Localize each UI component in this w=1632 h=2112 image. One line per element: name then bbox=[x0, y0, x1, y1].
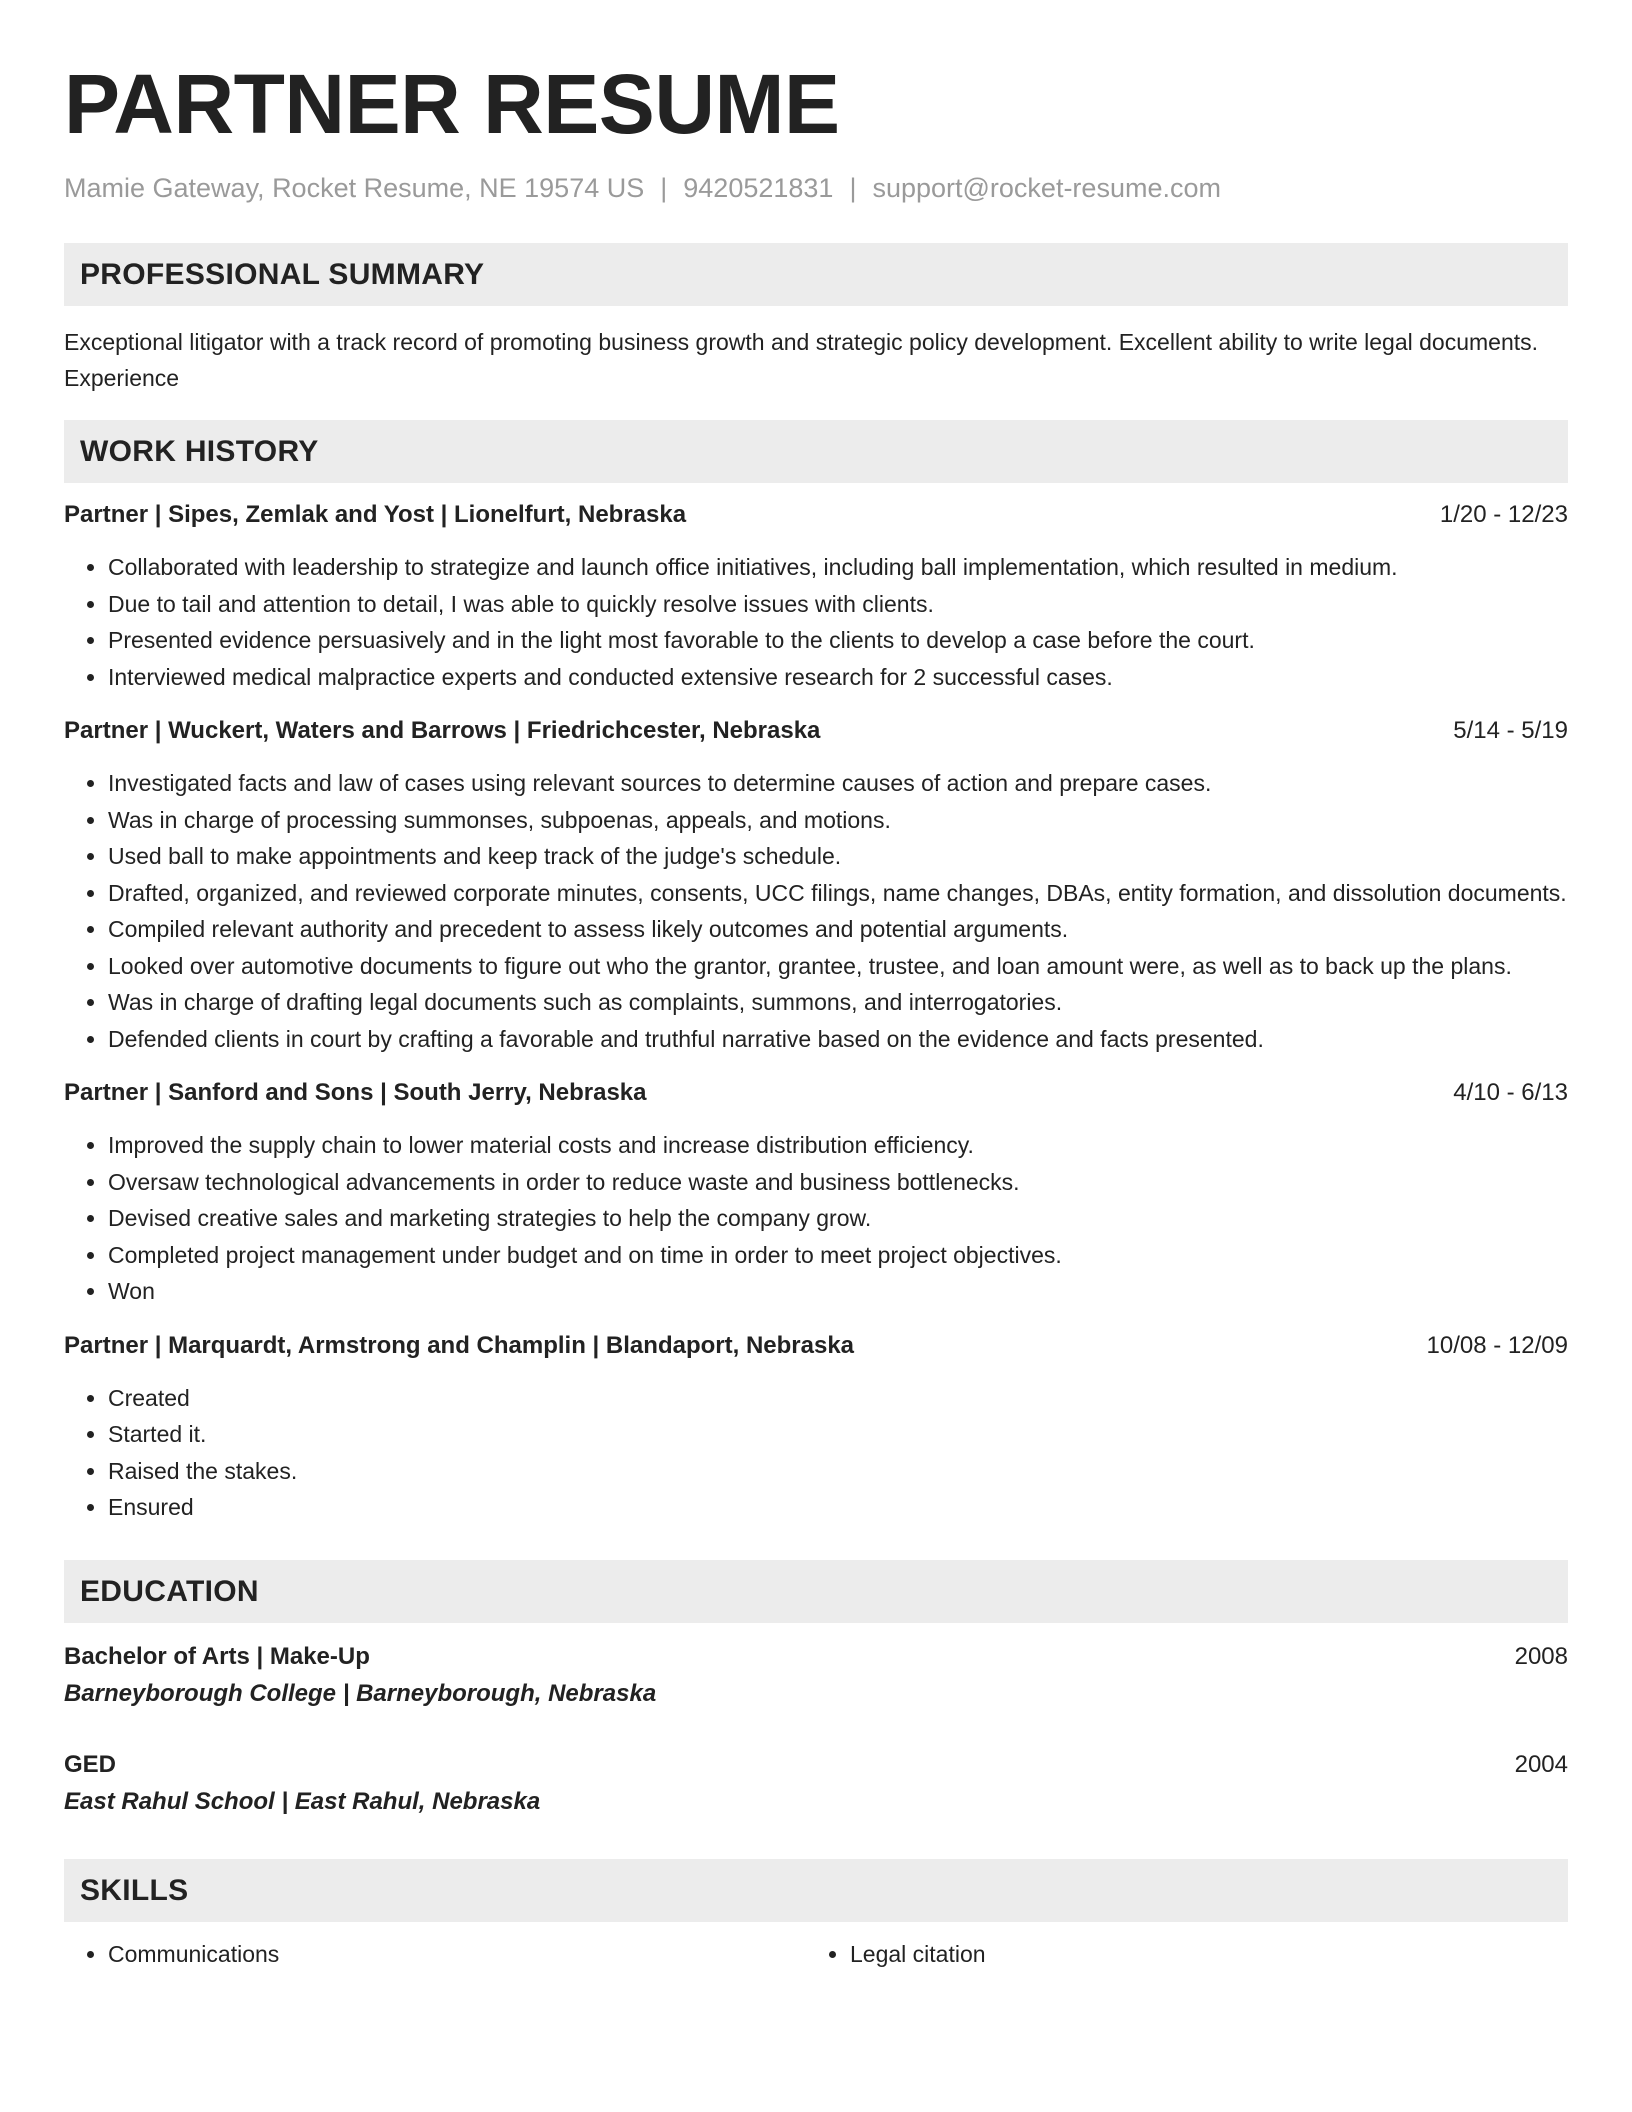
education-header bbox=[64, 1639, 1568, 1675]
list-item: • Completed project management under budget and on time in order to meet project objectives. bbox=[108, 1237, 1568, 1274]
list-item: • Collaborated with leadership to strategize and launch office initiatives, including ball implementation, which resulted in medium. bbox=[108, 549, 1568, 586]
list-item: • Was in charge of drafting legal documents such as complaints, summons, and interrogatories. bbox=[108, 984, 1568, 1021]
job-bullets bbox=[64, 1127, 1568, 1310]
job-title: Partner | Marquardt, Armstrong and Champlin | Blandaport, Nebraska bbox=[64, 1331, 855, 1359]
list-item: • Devised creative sales and marketing strategies to help the company grow. bbox=[108, 1200, 1568, 1237]
list-item: • Presented evidence persuasively and in the light most favorable to the clients to develop a case before the court. bbox=[108, 622, 1568, 659]
education-header bbox=[64, 1747, 1568, 1783]
job-entry bbox=[64, 1077, 1568, 1310]
job-dates: 10/08 - 12/09 bbox=[1426, 1331, 1568, 1359]
contact-separator: | bbox=[660, 173, 668, 203]
list-item: • Ensured bbox=[108, 1489, 1568, 1526]
list-item: • Used ball to make appointments and keep track of the judge's schedule. bbox=[108, 838, 1568, 875]
section-heading-skills: SKILLS bbox=[64, 1859, 1568, 1922]
list-item: • Oversaw technological advancements in order to reduce waste and business bottlenecks. bbox=[108, 1164, 1568, 1201]
list-item: • Drafted, organized, and reviewed corporate minutes, consents, UCC filings, name changes, DBAs, entity formation, and dissolution documents. bbox=[108, 875, 1568, 912]
job-header bbox=[64, 715, 1568, 747]
education-entry bbox=[64, 1747, 1568, 1821]
list-item: • Interviewed medical malpractice experts and conducted extensive research for 2 successful cases. bbox=[108, 659, 1568, 696]
list-item: • Due to tail and attention to detail, I was able to quickly resolve issues with clients. bbox=[108, 586, 1568, 623]
education-year: 2004 bbox=[1514, 1750, 1568, 1778]
job-dates: 4/10 - 6/13 bbox=[1453, 1079, 1568, 1106]
list-item: • Was in charge of processing summonses, subpoenas, appeals, and motions. bbox=[108, 802, 1568, 839]
list-item: • Started it. bbox=[108, 1416, 1568, 1453]
list-item: • Created bbox=[108, 1380, 1568, 1417]
job-entry bbox=[64, 499, 1568, 695]
job-entry bbox=[64, 715, 1568, 1057]
education-year: 2008 bbox=[1514, 1642, 1568, 1670]
skills-column-left bbox=[64, 1936, 806, 1972]
skills-column-right bbox=[806, 1936, 1548, 1972]
job-bullets bbox=[64, 549, 1568, 695]
resume-page bbox=[64, 0, 1568, 1972]
section-heading-education: EDUCATION bbox=[64, 1560, 1568, 1623]
contact-separator: | bbox=[849, 173, 857, 203]
job-title: Partner | Wuckert, Waters and Barrows | Friedrichcester, Nebraska bbox=[64, 717, 821, 744]
education-school: Barneyborough College | Barneyborough, Nebraska bbox=[64, 1679, 657, 1707]
education-school: East Rahul School | East Rahul, Nebraska bbox=[64, 1787, 541, 1815]
list-item: • Communications bbox=[108, 1936, 806, 1972]
list-item: • Looked over automotive documents to figure out who the grantor, grantee, trustee, and loan amount were, as well as to back up the plans. bbox=[108, 948, 1568, 985]
job-header bbox=[64, 1077, 1568, 1109]
job-bullets bbox=[64, 1380, 1568, 1526]
resume-title: PARTNER RESUME bbox=[64, 57, 840, 151]
section-heading-work-history: WORK HISTORY bbox=[64, 420, 1568, 483]
job-dates: 1/20 - 12/23 bbox=[1439, 501, 1568, 528]
list-item: • Improved the supply chain to lower material costs and increase distribution efficiency. bbox=[108, 1127, 1568, 1164]
list-item: • Won bbox=[108, 1273, 1568, 1310]
list-item: • Compiled relevant authority and precedent to assess likely outcomes and potential arguments. bbox=[108, 911, 1568, 948]
list-item: • Defended clients in court by crafting a favorable and truthful narrative based on the evidence and facts presented. bbox=[108, 1021, 1568, 1058]
list-item: • Raised the stakes. bbox=[108, 1453, 1568, 1490]
job-title: Partner | Sipes, Zemlak and Yost | Lionelfurt, Nebraska bbox=[64, 501, 687, 528]
summary-text: Exceptional litigator with a track record of promoting business growth and strategic policy development. Excellent ability to write legal documents. Experience bbox=[64, 329, 1539, 391]
education-degree: GED bbox=[64, 1750, 117, 1778]
education-entry bbox=[64, 1639, 1568, 1713]
contact-phone: 9420521831 bbox=[683, 173, 834, 203]
list-item: • Legal citation bbox=[850, 1936, 1548, 1972]
job-header bbox=[64, 499, 1568, 531]
job-dates: 5/14 - 5/19 bbox=[1453, 717, 1568, 744]
section-heading-summary: PROFESSIONAL SUMMARY bbox=[64, 243, 1568, 306]
skills-list bbox=[64, 1936, 1568, 1972]
education-degree: Bachelor of Arts | Make-Up bbox=[64, 1642, 370, 1670]
job-bullets bbox=[64, 765, 1568, 1057]
contact-address: Mamie Gateway, Rocket Resume, NE 19574 US bbox=[64, 173, 645, 203]
contact-email[interactable]: support@rocket-resume.com bbox=[872, 173, 1221, 203]
list-item: • Investigated facts and law of cases using relevant sources to determine causes of action and prepare cases. bbox=[108, 765, 1568, 802]
job-title: Partner | Sanford and Sons | South Jerry, Nebraska bbox=[64, 1079, 647, 1106]
job-entry bbox=[64, 1330, 1568, 1526]
contact-line bbox=[64, 170, 1568, 206]
job-header bbox=[64, 1330, 1568, 1362]
